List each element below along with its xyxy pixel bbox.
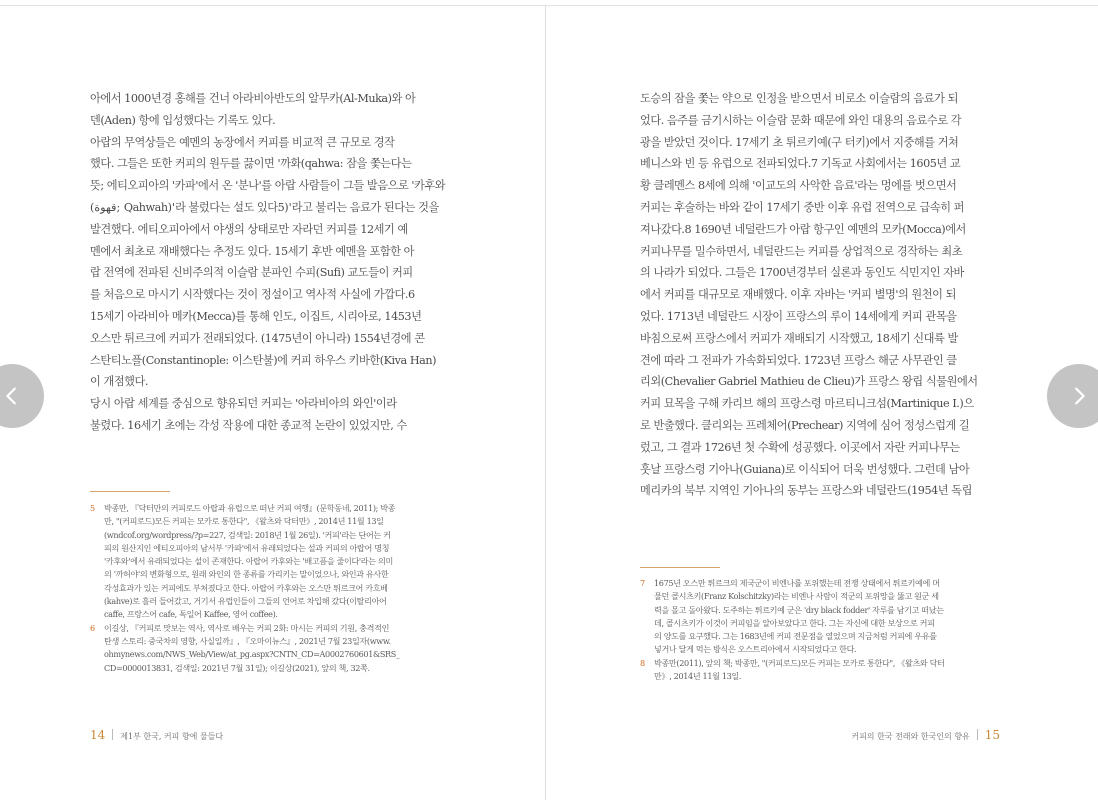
footnote-line: 데, 콜시츠키가 이것이 커피임을 알아보았다고 한다. 그는 자신에 대한 보상으로 커피 [654, 617, 935, 628]
footnote-line: 박종만, 『닥터만의 커피로드 아랍과 유럽으로 떠난 커피 여행』(문학동네, 2011); 박종 [104, 503, 396, 513]
text-line: 훗날 프랑스령 기아나(Guiana)로 이식되어 더욱 번성했다. 그런데 남아 [640, 462, 970, 476]
text-line: 이 개점했다. [90, 375, 148, 389]
top-border [0, 5, 1098, 6]
text-line: 오스만 튀르크에 커피가 전래되었다. (1475년이 아니라) 1554년경에 콘 [90, 331, 425, 345]
text-line: 스탄티노플(Constantinople: 이스탄불)에 커피 하우스 키바한(Kiva Han) [90, 353, 437, 367]
running-footer: 커피의 한국 전래와 한국인의 향유 [851, 732, 970, 741]
text-line: 광을 받았던 것이다. 17세기 초 튀르키예(구 터키)에서 지중해를 거쳐 [640, 135, 959, 149]
footnote-number: 5 [90, 503, 95, 513]
chevron-left-icon [1, 385, 23, 407]
text-line: 했다. 그들은 또한 커피의 원두를 끓이면 '까화(qahwa: 잠을 쫓는다는 [90, 157, 412, 171]
footnote-line: 만, "(커피로드)모든 커피는 모카로 통한다", 《왈츠와 닥터만》, 2014년 11월 13일 [104, 516, 384, 527]
page-number: 14 [90, 728, 106, 742]
footnote-line: 이길상, 『커피로 맛보는 역사, 역사로 배우는 커피 2화: 마시는 커피의 기원, 충격적인 [104, 622, 390, 633]
footnote-number: 7 [640, 578, 645, 588]
chevron-right-icon [1068, 385, 1090, 407]
folio-divider [112, 729, 113, 740]
footnote-line: 물던 콜시츠키(Franz Kolschitzky)라는 비엔나 사람이 적군의 포위망을 뚫고 원군 세 [654, 591, 939, 602]
running-footer: 제1부 한국, 커피 향에 물들다 [120, 732, 224, 741]
folio-divider [977, 729, 978, 740]
footnote-line: 의 '까허야'의 변화형으로, 원래 와인의 한 종류를 가리키는 말이었으나, 와인과 유사한 [104, 569, 389, 580]
footnote-line: 력을 몰고 돌아왔다. 도주하는 튀르키예 군은 'dry black fodder' 자루를 남기고 떠났는 [654, 604, 944, 615]
footnote-line: 의 양도를 요구했다. 그는 1683년에 커피 전문점을 열었으며 지금처럼 커피에 우유를 [654, 631, 937, 642]
text-line: 를 처음으로 마시기 시작했다는 것이 정설이고 역사적 사실에 가깝다.6 [90, 288, 415, 302]
footnote [90, 502, 456, 622]
paragraph [90, 132, 456, 394]
footnote [90, 622, 456, 675]
text-line: 커피는 후술하는 바와 같이 17세기 중반 이후 유럽 전역으로 급속히 퍼 [640, 200, 965, 214]
footnote-separator [90, 491, 170, 492]
next-page-button[interactable] [1047, 364, 1098, 428]
text-line: 아랍의 무역상들은 예멘의 농장에서 커피를 비교적 큰 규모로 경작 [90, 135, 395, 149]
text-line: 견에 따라 그 전파가 가속화되었다. 1723년 프랑스 해군 사무관인 클 [640, 353, 957, 367]
right-page-footer [851, 728, 1000, 742]
text-line: 의 나라가 되었다. 그들은 1700년경부터 실론과 동인도 식민지인 자바 [640, 266, 964, 280]
footnote-number: 8 [640, 657, 645, 668]
footnote-line: 피의 원산지인 에티오피아의 남서부 '카파'에서 유래되었다는 설과 커피의 아랍어 명칭 [104, 542, 390, 553]
right-footnotes [640, 577, 1006, 683]
text-line: 베니스와 빈 등 유럽으로 전파되었다.7 기독교 사회에서는 1605년 교 [640, 157, 961, 171]
text-line: 메리카의 북부 지역인 기아나의 동부는 프랑스와 네덜란드(1954년 독립 [640, 484, 972, 498]
text-line: 렀고, 그 결과 1726년 첫 수확에 성공했다. 이곳에서 자란 커피나무는 [640, 440, 960, 454]
footnote-line: ohmynews.com/NWS_Web/View/at_pg.aspx?CNTN_CD=A0002760601&SRS_ [104, 649, 400, 660]
left-page-footer [90, 728, 223, 742]
footnote-line: 박종만(2011), 앞의 책; 박종만, "(커피로드)모든 커피는 모카로 통한다", 《왈츠와 닥터 [654, 657, 945, 668]
footnote-line: CD=0000013831, 검색일: 2021년 7월 31일); 이길상(2021), 앞의 책, 32쪽. [104, 662, 370, 673]
footnote-line: 넣거나 달게 먹는 방식은 오스트리아에서 시작되었다고 한다. [654, 644, 857, 655]
footnote-line: caffe, 프랑스어 cafe, 독일어 Kaffee, 영어 coffee). [104, 609, 278, 620]
text-line: 에서 커피를 대규모로 재배했다. 이후 자바는 '커피 별명'의 원천이 되 [640, 288, 956, 302]
text-line: 었다. 1713년 네덜란드 시장이 프랑스의 루이 14세에게 커피 관목을 [640, 309, 957, 323]
paragraph [90, 393, 456, 437]
footnote-line: 만》, 2014년 11월 13일. [654, 671, 742, 682]
text-line: 었다. 음주를 금기시하는 이슬람 문화 때문에 와인 대용의 음료수로 각 [640, 113, 962, 127]
footnote [640, 577, 1006, 657]
text-line: 덴(Aden) 항에 입성했다는 기록도 있다. [90, 113, 276, 127]
left-footnotes [90, 502, 456, 675]
text-line: 당시 아랍 세계를 중심으로 향유되던 커피는 '아라비아의 와인'이라 [90, 397, 397, 411]
text-line: 발견했다. 에티오피아에서 야생의 상태로만 자라던 커피를 12세기 예 [90, 222, 408, 236]
text-line: (قهوة; Qahwah)'라 불렀다는 설도 있다5)'라고 불리는 음료가 된다는 것을 [90, 200, 439, 214]
footnote-number: 6 [90, 622, 95, 633]
text-line: 아에서 1000년경 홍해를 건너 아라비아반도의 알무카(Al-Muka)와 아 [90, 92, 416, 105]
footnote [640, 657, 1006, 684]
text-line: 도승의 잠을 쫓는 약으로 인정을 받으면서 비로소 이슬람의 음료가 되 [640, 92, 958, 105]
text-line: 랍 전역에 전파된 신비주의적 이슬람 분파인 수피(Sufi) 교도들이 커피 [90, 266, 413, 280]
text-line: 뜻; 에티오피아의 '카파'에서 온 '분나'를 아랍 사람들이 그들 발음으로 '카후와 [90, 179, 446, 193]
footnote-separator [640, 567, 720, 568]
footnote-line: 1675년 오스만 튀르크의 제국군이 비엔나를 포위했는데 전쟁 상태에서 튀르키예에 머 [654, 578, 940, 588]
paragraph [640, 88, 1006, 502]
text-line: 로 반출했다. 클리외는 프레체어(Prechear) 지역에 심어 정성스럽게 길 [640, 418, 970, 432]
footnote-line: 각성효과가 있는 커피에도 부쳐졌다고 한다. 아랍어 카후와는 오스만 튀르크어 카흐베 [104, 582, 388, 593]
text-line: 커피 묘목을 구해 카리브 해의 프랑스령 마르티니크섬(Martinique I.)으 [640, 397, 974, 411]
prev-page-button[interactable] [0, 364, 44, 428]
footnote-line: '카후와'에서 유래되었다는 설이 존재한다. 아랍어 카후와는 '배고픔을 줄이다'라는 의미 [104, 556, 393, 567]
right-page-body [640, 88, 1006, 502]
text-line: 불렸다. 16세기 초에는 각성 작용에 대한 종교적 논란이 있었지만, 수 [90, 418, 407, 432]
text-line: 져나갔다.8 1690년 네덜란드가 아랍 항구인 예멘의 모카(Mocca)에서 [640, 222, 966, 236]
text-line: 황 클레멘스 8세에 의해 '이교도의 사악한 음료'라는 멍에를 벗으면서 [640, 179, 957, 193]
text-line: 커피나무를 밀수하면서, 네덜란드는 커피를 상업적으로 경작하는 최초 [640, 244, 963, 258]
footnote-line: 탄생 스토리: 중국차의 영향, 사실일까』, 『오마이뉴스』, 2021년 7월 23일자(www. [104, 635, 391, 646]
page-number: 15 [984, 728, 1000, 742]
page-gutter-divider [545, 5, 546, 800]
left-page-body [90, 88, 456, 437]
paragraph [90, 88, 456, 132]
text-line: 바침으로써 프랑스에서 커피가 재배되기 시작했고, 18세기 신대륙 발 [640, 331, 958, 345]
text-line: 15세기 아라비아 메카(Mecca)를 통해 인도, 이집트, 시리아로, 1453년 [90, 309, 422, 323]
footnote-line: (kahve)로 흘러 들어갔고, 거기서 유럽인들이 그들의 언어로 차입해 갔다(이탈리아어 [104, 596, 387, 607]
text-line: 멘에서 최초로 재배했다는 추정도 있다. 15세기 후반 예멘을 포함한 아 [90, 244, 415, 258]
footnote-line: (wndcof.org/wordpress/?p=227, 검색일: 2018년 1월 26일). '커피'라는 단어는 커 [104, 529, 391, 540]
text-line: 리외(Chevalier Gabriel Mathieu de Clieu)가 프랑스 왕립 식물원에서 [640, 375, 978, 389]
